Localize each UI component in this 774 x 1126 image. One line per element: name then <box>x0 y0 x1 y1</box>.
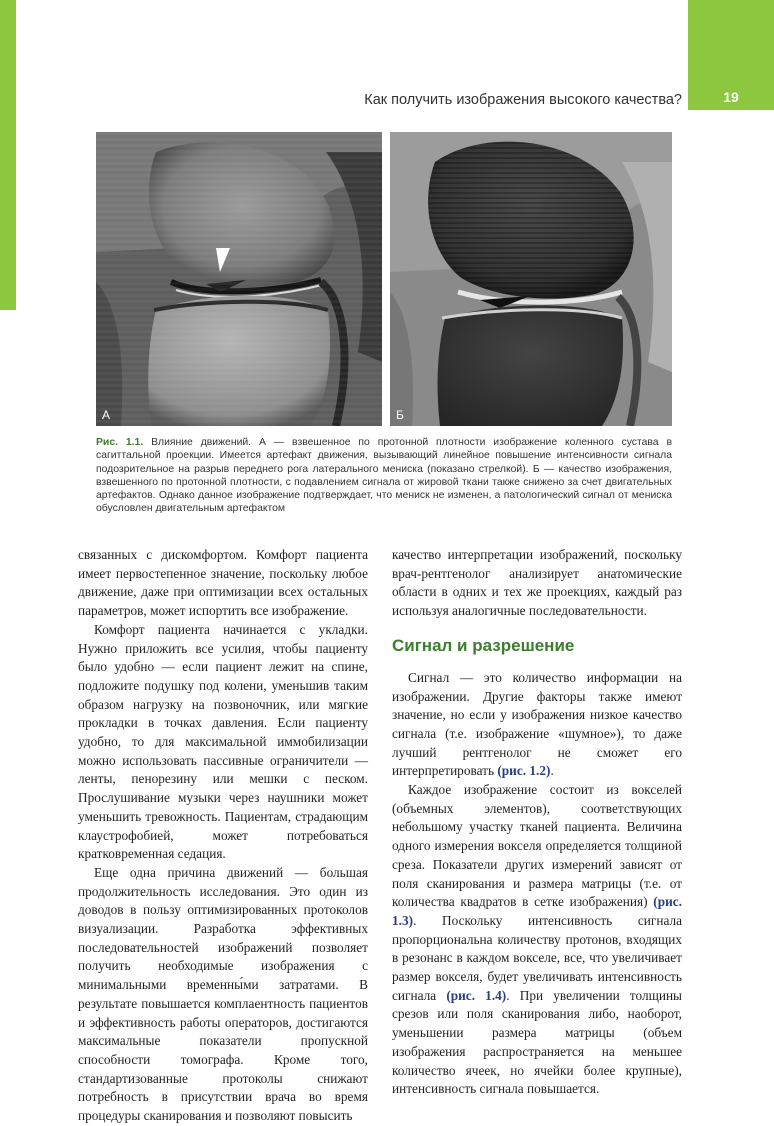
figure-caption-text: Влияние движений. А — взвешенное по протонной плотности изображение коленного сустава в сагиттальной проекции. Имеется артефакт движения, вызывающий линейное повышение интенсивности сигнала подозрительное на разрыв переднего рога латерального мениска (показано стрелкой). Б — качество изображения, взвешенного по протонной плотности, с подавлением сигнала от жировой ткани также снижено за счет двигательных артефактов. Однако данное изображение подтверждает, что мениск не изменен, а патологический сигнал от мениска обусловлен двигательным артефактом <box>96 437 672 515</box>
left-accent-bar <box>0 0 16 310</box>
panel-letter-b: Б <box>396 408 404 422</box>
paragraph-text: Каждое изображение состоит из вокселей (объемных элементов), соответствующих небольшому участку тканей пациента. Величина одного измерения вокселя определяется толщиной среза. Показатели других измерений зависят от поля сканирования и размера матрицы (т.е. от количества квадратов в сетке изображения) <box>392 782 682 910</box>
paragraph-text: . <box>550 763 554 779</box>
figure-reference-link[interactable]: (рис. 1.4) <box>446 987 507 1003</box>
text-column-right <box>392 546 682 1099</box>
section-heading: Сигнал и разрешение <box>392 635 575 655</box>
paragraph-text: Сигнал — это количество информации на изображении. Другие факторы также имеют значение, но если у изображения низкое качество сигнала (т.е. изображение «шумное»), то даже лучший рентгенолог не сможет его интерпретировать <box>392 669 682 779</box>
page-number-tab <box>688 0 774 110</box>
running-header: Как получить изображения высокого качества? <box>364 92 682 108</box>
panel-letter-a: А <box>102 408 111 422</box>
paragraph <box>392 781 682 1099</box>
paragraph: Еще одна причина движений — большая продолжительность исследования. Это один из доводов в пользу оптимизированных протоколов визуализации. Разработка эффективных последовательностей изображений позволяет получить необходимые изображения с минимальными временны́ми затратами. В результате повышается комплаентность пациентов и эффективность работы операторов, достигаются максимальные показатели пропускной способности томографа. Кроме того, стандартизованные протоколы снижают потребность в присутствии врача во время процедуры сканирования и позволяют повысить <box>78 864 368 1124</box>
figure-panel-b <box>390 132 672 426</box>
paragraph <box>392 669 682 781</box>
paragraph-text: . Поскольку интенсивность сигнала пропорциональна количеству протонов, входящих в резонанс в каждом вокселе, все, что увеличивает размер вокселя, будет увеличивать интенсивность сигнала <box>392 912 682 1003</box>
knee-mri-image-a <box>96 132 382 426</box>
figure-reference-link[interactable]: (рис. 1.3) <box>392 894 682 928</box>
figure-caption-label: Рис. 1.1. <box>96 437 144 448</box>
paragraph: качество интерпретации изображений, поскольку врач-рентгенолог анализирует анатомические области в одних и тех же проекциях, каждый раз используя аналогичные последовательности. <box>392 547 682 619</box>
knee-mri-image-b <box>390 132 672 426</box>
figure-panel-a <box>96 132 382 426</box>
paragraph: связанных с дискомфортом. Комфорт пациента имеет первостепенное значение, поскольку любое движение, даже при оптимизации всех остальных параметров, может испортить все изображение. <box>78 547 368 619</box>
figure-caption <box>96 436 672 516</box>
page-number: 19 <box>723 89 739 105</box>
paragraph-text: . При увеличении толщины срезов или поля сканирования либо, наоборот, уменьшении размера матрицы (объем изображения распространяется на меньшее количество ячеек, но ячейки более крупные), интенсивность сигнала повышается. <box>392 987 682 1097</box>
text-column-left <box>78 546 368 1126</box>
figure-reference-link[interactable]: (рис. 1.2) <box>497 763 551 779</box>
paragraph: Комфорт пациента начинается с укладки. Нужно приложить все усилия, чтобы пациенту было удобно — если пациент лежит на спине, подложите подушку под колени, уменьшив таким образом нагрузку на позвоночник, или мягкие прокладки в точках давления. Если пациенту удобно, то для максимальной иммобилизации можно использовать пассивные ограничители — ленты, пенорезину или мешки с песком. Прослушивание музыки через наушники может уменьшить тревожность. Пациентам, страдающим клаустрофобией, может потребоваться кратковременная седация. <box>78 621 368 862</box>
